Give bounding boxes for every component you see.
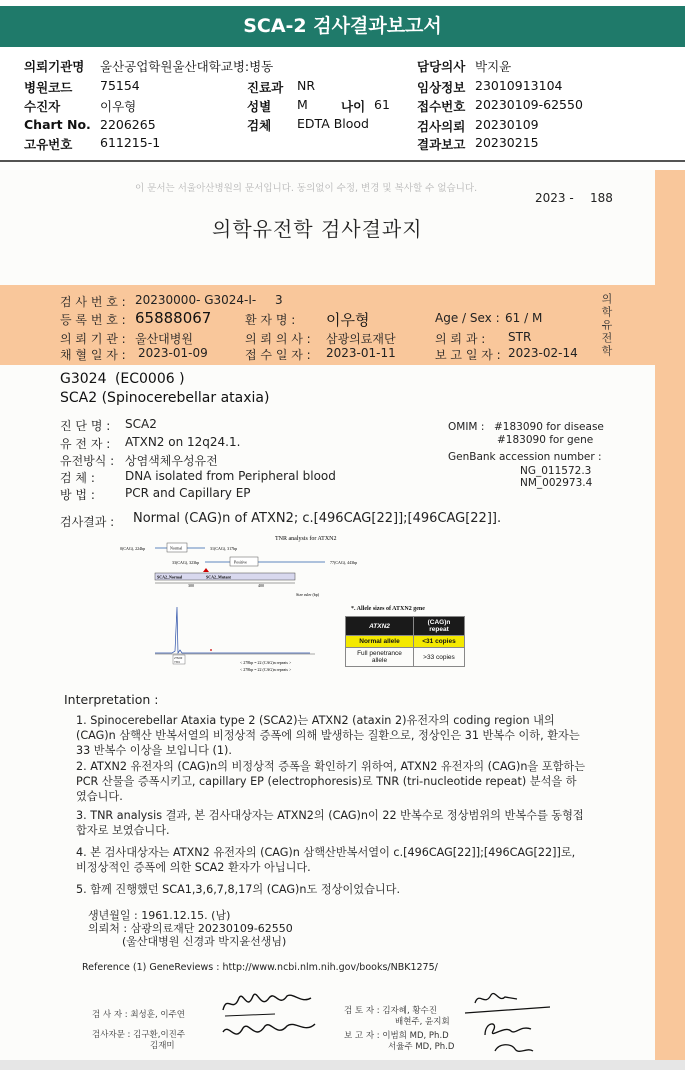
specimen-label: 검체: [247, 118, 272, 133]
sca2-normal-label: SCA2_Normal: [157, 574, 183, 580]
allele-table-title: *. Allele sizes of ATXN2 gene: [351, 606, 425, 612]
allele-full-label: Full penetrance allele: [346, 648, 414, 667]
age-sex-value: 61 / M: [505, 311, 543, 325]
request-date-value: 20230109: [475, 117, 539, 132]
omim-label: OMIM :: [448, 421, 485, 433]
reporter-label: 보 고 자 :: [344, 1031, 380, 1041]
chart-no-value: 2206265: [100, 117, 156, 132]
interp-item-4: 4. 본 검사대상자는 ATXN2 유전자의 (CAG)n 삼핵산반복서열이 c.[496CAG[22]];[496CAG[22]]로, 비정상적인 증폭에 의한 SCA2 환자가 아닙니다.: [76, 846, 576, 874]
reporter-names-1: 이범희 MD, Ph.D: [382, 1031, 449, 1041]
chart-no-row: [24, 117, 156, 132]
req-doctor-label: 의 뢰 의 사 :: [245, 332, 311, 346]
inheritance-value: 상염색체우성유전: [125, 454, 218, 468]
repeat-label-2: < 278bp = 22 (CAG)n repeats >: [240, 667, 292, 672]
birth-date: 생년월일 : 1961.12.15. (남): [88, 909, 231, 922]
interpretation-title: Interpretation :: [64, 692, 159, 707]
interp-item-1: 1. Spinocerebellar Ataxia type 2 (SCA2)는 ATXN2 (ataxin 2)유전자의 coding region 내의 (CAG)n 삼핵산 반복서열의 비정상적 증폭에 의해 발생하는 질환으로, 정상인은 31 반복수 이하, 환자는 33 반복수 이상을 보입니다 (1).: [76, 714, 580, 757]
result-label: 검사결과 :: [60, 515, 115, 529]
patient-name-value: 이우형: [326, 311, 370, 329]
normal-box-label: Normal: [170, 545, 183, 551]
doc-number: 188: [590, 191, 613, 205]
allele-normal-copies: <31 copies: [413, 636, 464, 648]
header-divider: [0, 160, 685, 162]
patient-name-label: 환 자 명 :: [245, 313, 296, 327]
bottom-strip: [0, 1060, 685, 1070]
omim-gene: #183090 for gene: [497, 434, 594, 446]
tester-label: 검 사 자 :: [92, 1010, 128, 1020]
sex-row: [247, 97, 308, 115]
req-org-value: 울산대병원: [135, 332, 193, 346]
diagnosis-label: 진 단 명 :: [60, 419, 111, 433]
report-date-value-scan: 2023-02-14: [508, 346, 578, 360]
label-31cag: 31(CAG), 317bp: [210, 546, 238, 551]
tester-names: 최성훈, 이주연: [130, 1010, 185, 1020]
dept-value: NR: [297, 78, 316, 93]
collect-date-label: 채 혈 일 자 :: [60, 348, 126, 362]
sex-label: 성별: [247, 99, 272, 114]
advisor-names-1: 김구환,이진주: [133, 1030, 186, 1040]
method-label: 방 법 :: [60, 488, 95, 502]
allele-full-copies: >33 copies: [413, 648, 464, 667]
tnr-title: TNR analysis for ATXN2: [275, 536, 337, 542]
specimen-label-scan: 검 체 :: [60, 471, 95, 485]
unique-no-value: 611215-1: [100, 135, 161, 150]
test-no-value: 20230000- G3024-I-: [135, 293, 257, 307]
label-33cag: 33(CAG), 323bp: [172, 560, 200, 565]
report-date-value: 20230215: [475, 135, 539, 150]
genbank-nm: NM_002973.4: [520, 477, 593, 489]
ruler-tick-400: 400: [258, 583, 264, 588]
side-vertical-label: 의학유전학: [600, 293, 613, 358]
allele-size-table: [345, 616, 465, 667]
omim-disease: #183090 for disease: [494, 421, 604, 433]
allele-row-normal: [346, 636, 465, 648]
req-dept-label: 의 뢰 과 :: [435, 332, 486, 346]
clinical-info-label: 임상정보: [417, 80, 466, 95]
unique-no-row: [24, 135, 161, 153]
doc-year: 2023 -: [535, 191, 574, 205]
sca2-mutant-label: SCA2_Mutant: [206, 574, 231, 580]
hospital-code-value: 75154: [100, 78, 140, 93]
receipt-no-label: 접수번호: [417, 99, 466, 114]
reg-no-value: 65888067: [135, 309, 212, 327]
advisor-label: 검사자문 :: [92, 1030, 131, 1040]
interp-item-3: 3. TNR analysis 결과, 본 검사대상자는 ATXN2의 (CAG)n이 22 반복수로 정상범위의 반복수를 동형접합자로 보였습니다.: [76, 809, 584, 837]
tester-line: [92, 1008, 185, 1020]
request-date-row: [417, 117, 539, 135]
ruler-tick-300: 300: [188, 583, 194, 588]
genbank-label: GenBank accession number :: [448, 451, 602, 463]
hospital-row: [24, 57, 274, 75]
test-no-label: 검 사 번 호 :: [60, 295, 126, 309]
sex-value: M: [297, 97, 308, 112]
age-sex-label: Age / Sex :: [435, 311, 500, 325]
test-code: G3024: [60, 371, 107, 387]
reporter-signature: [485, 1024, 531, 1035]
receipt-no-row: [417, 97, 583, 115]
genbank-ng: NG_011572.3: [520, 465, 592, 477]
age-label: 나이: [341, 99, 366, 114]
gene-label: 유 전 자 :: [60, 437, 111, 451]
ep-trace: [155, 607, 310, 653]
req-doctor-value: 삼광의료재단: [326, 332, 396, 346]
report-title: SCA-2 검사결과보고서: [0, 6, 685, 47]
age-row: [341, 97, 390, 115]
watermark-text: 이 문서는 서울아산병원의 문서입니다. 동의없이 수정, 변경 및 복사할 수 없습니다.: [135, 183, 478, 194]
peak-height-label: 7391: [174, 660, 180, 664]
patient-row: [24, 97, 137, 115]
receipt-no-value: 20230109-62550: [475, 97, 583, 112]
specimen-value-scan: DNA isolated from Peripheral blood: [125, 469, 336, 483]
interp-item-5: 5. 함께 진행했던 SCA1,3,6,7,8,17의 (CAG)n도 정상이었습니다.: [76, 883, 401, 896]
allele-header-repeat: (CAG)n repeat: [413, 617, 464, 636]
request-date-label: 검사의뢰: [417, 119, 466, 134]
receive-date-value: 2023-01-11: [326, 346, 396, 360]
test-code-paren: (EC0006 ): [114, 371, 185, 387]
referrer: 의뢰처 : 삼광의료재단 20230109-62550: [88, 922, 293, 935]
specimen-row: [247, 116, 369, 134]
allele-normal-label: Normal allele: [346, 636, 414, 648]
reviewer-names-2: 배현주, 윤지회: [395, 1017, 450, 1027]
hospital-code-row: [24, 78, 140, 96]
size-ruler-label: Size ruler (bp): [296, 592, 320, 597]
result-value: Normal (CAG)n of ATXN2; c.[496CAG[22]];[496CAG[22]].: [133, 511, 502, 526]
doctor-row: [417, 57, 512, 75]
peak-size-label: 278.60: [174, 656, 183, 660]
cut-marker: [203, 568, 209, 572]
report-date-row: [417, 135, 539, 153]
doctor-label: 담당의사: [417, 59, 466, 74]
patient-label: 수진자: [24, 99, 61, 114]
scan-title: 의학유전학 검사결과지: [212, 217, 423, 241]
clinical-info-value: 23010913104: [475, 78, 563, 93]
test-no-suffix: 3: [275, 293, 283, 307]
label-77cag: 77(CAG), 443bp: [330, 560, 358, 565]
method-value: PCR and Capillary EP: [125, 486, 251, 500]
req-org-label: 의 뢰 기 관 :: [60, 332, 126, 346]
advisor-signature: [223, 1024, 315, 1034]
orange-margin: [655, 170, 685, 1060]
reviewer-label: 검 토 자 :: [344, 1006, 380, 1016]
gene-value: ATXN2 on 12q24.1.: [125, 435, 241, 449]
reference: Reference (1) GeneReviews : http://www.ncbi.nlm.nih.gov/books/NBK1275/: [82, 962, 438, 973]
allele-header-gene: ATXN2: [346, 617, 414, 636]
positive-box-label: Positive: [234, 559, 247, 565]
tester-signature: [223, 994, 311, 1010]
reporter-names-2: 서율주 MD, Ph.D: [388, 1042, 455, 1052]
req-dept-value: STR: [508, 330, 532, 344]
advisor-names-2: 김재미: [150, 1041, 175, 1051]
receive-date-label: 접 수 일 자 :: [245, 348, 311, 362]
chart-no-label: Chart No.: [24, 117, 91, 132]
dept-row: [247, 78, 316, 96]
reg-no-label: 등 록 번 호 :: [60, 313, 126, 327]
doctor-value: 박지윤: [475, 59, 512, 74]
report-date-label-scan: 보 고 일 자 :: [435, 348, 501, 362]
tester-signature-underline: [225, 1014, 275, 1016]
hospital-code-label: 병원코드: [24, 80, 73, 95]
age-value: 61: [374, 97, 390, 112]
signature-scribbles-right: [455, 985, 565, 1060]
dept-label: 진료과: [247, 80, 284, 95]
interp-item-2: 2. ATXN2 유전자의 (CAG)n의 비정상적 증폭을 확인하기 위하여, ATXN2 유전자의 (CAG)n을 포함하는 PCR 산물을 증폭시키고, capillary EP (electrophoresis)로 TNR (tri-nucleotide repeat) 분석을 하였습니다.: [76, 760, 585, 803]
hospital-value: 울산공업학원울산대학교병:병동: [100, 59, 274, 74]
disease-name: SCA2 (Spinocerebellar ataxia): [60, 390, 270, 406]
clinical-info-row: [417, 78, 563, 96]
collect-date-value: 2023-01-09: [138, 346, 208, 360]
reviewer-names-1: 김자혜, 황수진: [382, 1006, 437, 1016]
patient-value: 이우형: [100, 99, 137, 114]
unique-no-label: 고유번호: [24, 137, 73, 152]
test-code-line: [60, 371, 185, 387]
referrer-detail: (울산대병원 신경과 박지윤선생님): [122, 935, 287, 948]
allele-table-header: [346, 617, 465, 636]
reviewer-signature: [465, 993, 550, 1013]
signature-scribbles-left: [215, 984, 325, 1050]
hospital-label: 의뢰기관명: [24, 59, 85, 74]
reporter-signature-2: [495, 1045, 533, 1052]
inheritance-label: 유전방식 :: [60, 454, 115, 468]
allele-row-full: [346, 648, 465, 667]
label-0cag: 0(CAG), 224bp: [120, 546, 146, 551]
specimen-value: EDTA Blood: [297, 116, 369, 131]
repeat-label-1: < 278bp = 22 (CAG)n repeats >: [240, 660, 292, 665]
report-date-label: 결과보고: [417, 137, 466, 152]
diagnosis-value: SCA2: [125, 417, 157, 431]
